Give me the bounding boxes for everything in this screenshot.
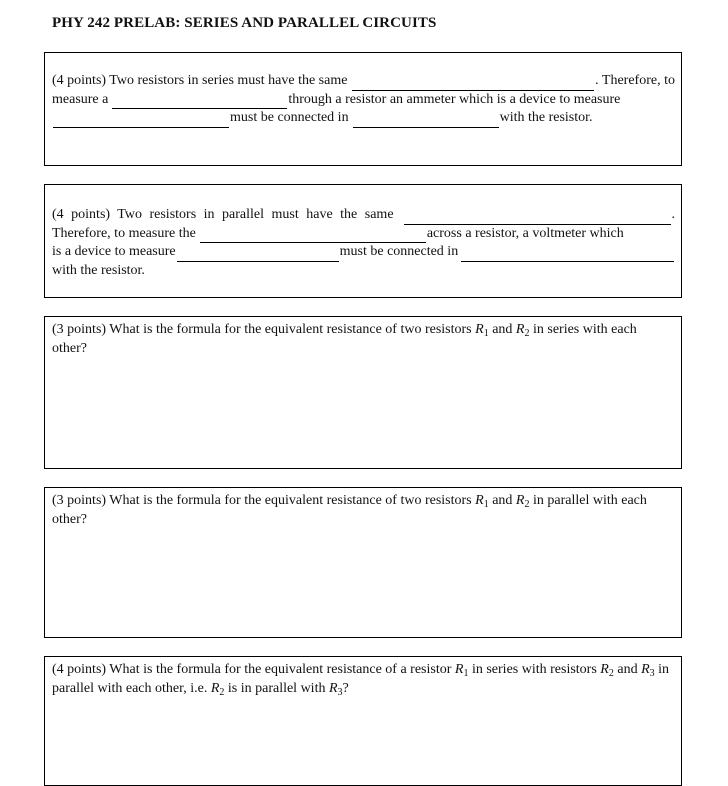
q1-line-1 — [52, 72, 675, 91]
q1-blank-4[interactable] — [353, 113, 499, 128]
q1-text: . Therefore, to — [595, 73, 675, 88]
q2-line-3 — [52, 243, 675, 262]
q2-text: Therefore, to measure the — [52, 225, 196, 241]
q1-blank-2[interactable] — [112, 94, 287, 109]
question-4-box — [44, 487, 682, 638]
q2-text: is a device to measure — [52, 244, 176, 259]
q2-text: (4 points) Two resistors in parallel must have the same — [52, 207, 394, 222]
q2-text: must be connected in — [339, 244, 459, 259]
q1-blank-3[interactable] — [53, 113, 229, 128]
q1-text: must be connected in — [230, 110, 349, 125]
q1-text: through a resistor an ammeter which is a device to measure — [288, 91, 621, 107]
q1-text: (4 points) Two resistors in series must have the same — [52, 73, 348, 88]
q2-text: with the resistor. — [52, 262, 145, 278]
q2-line-4 — [52, 262, 675, 281]
q2-blank-2[interactable] — [200, 228, 426, 243]
question-1-box — [44, 52, 682, 166]
q2-text: . — [671, 207, 675, 222]
q1-text: measure a — [52, 91, 109, 107]
q2-line-2 — [52, 225, 675, 244]
q1-line-2 — [52, 91, 675, 110]
q1-text: with the resistor. — [499, 110, 593, 125]
q1-line-3 — [52, 109, 675, 128]
question-4-text: (3 points) What is the formula for the equivalent resistance of two resistors $R_1$ and $R_2$ in parallel with each other? — [52, 493, 647, 527]
question-5-box — [44, 656, 682, 786]
page-title: PHY 242 PRELAB: SERIES AND PARALLEL CIRCUITS — [52, 15, 437, 31]
q2-text: across a resistor, a voltmeter which — [426, 225, 624, 241]
q2-blank-4[interactable] — [461, 247, 674, 262]
q2-blank-1[interactable] — [404, 210, 671, 225]
q2-blank-3[interactable] — [177, 247, 339, 262]
question-5-text: (4 points) What is the formula for the equivalent resistance of a resistor $R_1$ in series with resistors $R_2$ and $R_3$ in parallel with each other, i.e. $R_2$ is in parallel with $R_3$? — [52, 662, 670, 698]
q2-line-1 — [52, 206, 675, 225]
question-3-text: (3 points) What is the formula for the equivalent resistance of two resistors $R_1$ and $R_2$ in series with each other? — [52, 322, 637, 356]
question-3-box — [44, 316, 682, 469]
q1-blank-1[interactable] — [352, 76, 594, 91]
question-2-box — [44, 184, 682, 298]
